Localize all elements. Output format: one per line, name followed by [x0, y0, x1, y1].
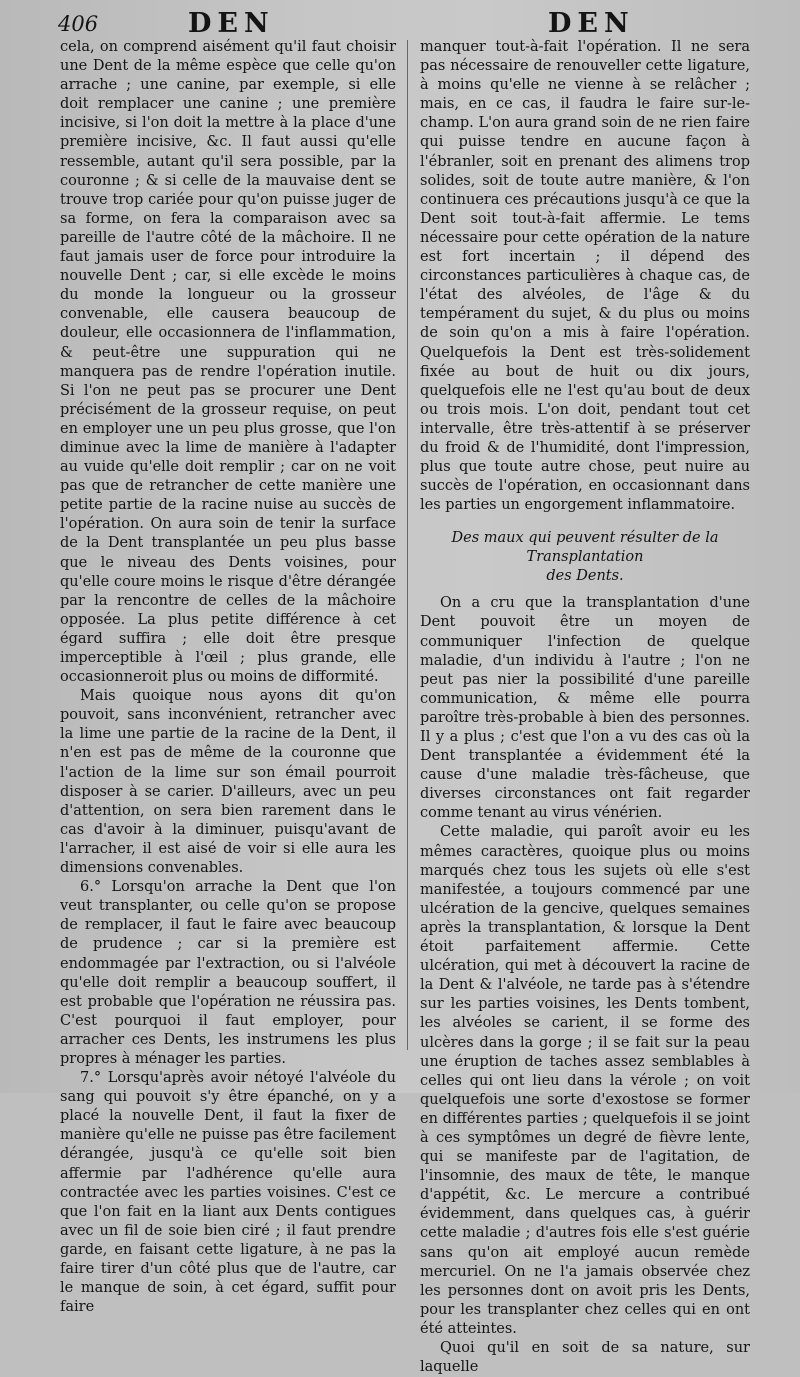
- section-title-line: des Dents.: [546, 568, 624, 585]
- paragraph: 7.° Lorsqu'après avoir nétoyé l'alvéole du sang qui pouvoit s'y être épanché, on y a placé la nouvelle Dent, il faut la fixer de manière qu'elle ne puisse pas être facilement dérangée, jusqu'à ce qu'elle soit bien affermie par l'adhérence qu'elle aura contractée avec les parties voisines. C'est ce que l'on fait en la liant aux Dents contigues avec un fil de soie bien ciré ; il faut prendre garde, en faisant cette ligature, à ne pas la faire tirer d'un côté plus que de l'autre, car le manque de soin, à cet égard, suffit pour faire: [60, 1070, 396, 1316]
- left-column: [60, 38, 396, 1317]
- paragraph: Mais quoique nous ayons dit qu'on pouvoit, sans inconvénient, retrancher avec la lime une partie de la racine de la Dent, il n'en est pas de même de la couronne que l'action de la lime sur son émail pourroit disposer à se carier. D'ailleurs, avec un peu d'attention, on sera bien rarement dans le cas d'avoir à la diminuer, puisqu'avant de l'arracher, il est aisé de voir si elle aura les dimensions convenables.: [60, 688, 396, 877]
- paragraph: manquer tout-à-fait l'opération. Il ne sera pas nécessaire de renouveller cette ligature, à moins qu'elle ne vienne à se relâcher ; mais, en ce cas, il faudra le faire sur-le-champ. L'on aura grand soin de ne rien faire qui puisse tendre en aucune façon à l'ébranler, soit en prenant des alimens trop solides, soit de toute autre manière, & l'on continuera ces précautions jusqu'à ce que la Dent soit tout-à-fait affermie. Le tems nécessaire pour cette opération de la nature est fort incertain ; il dépend des circonstances particulières à chaque cas, de l'état des alvéoles, de l'âge & du tempérament du sujet, & du plus ou moins de soin qu'on a mis à faire l'opération. Quelquefois la Dent est très-solidement fixée au bout de huit ou dix jours, quelquefois elle ne l'est qu'au bout de deux ou trois mois. L'on doit, pendant tout cet intervalle, être très-attentif à se préserver du froid & de l'humidité, dont l'impression, plus que toute autre chose, peut nuire au succès de l'opération, en occasionnant dans les parties un engorgement inflammatoire.: [420, 39, 750, 514]
- right-column: [420, 38, 750, 1377]
- paragraph: Cette maladie, qui paroît avoir eu les mêmes caractères, quoique plus ou moins marqués chez tous les sujets où elle s'est manifestée, a toujours commencé par une ulcération de la gencive, quelques semaines après la transplantation, & lorsque la Dent étoit parfaitement affermie. Cette ulcération, qui met à découvert la racine de la Dent & l'alvéole, ne tarde pas à s'étendre sur les parties voisines, les Dents tombent, les alvéoles se carient, il se forme des ulcères dans la gorge ; il se fait sur la peau une éruption de taches assez semblables à celles qui ont lieu dans la vérole ; on voit quelquefois une sorte d'exostose se former en différentes parties ; quelquefois il se joint à ces symptômes un degré de fièvre lente, qui se manifeste par de l'agitation, de l'insomnie, des maux de tête, le manque d'appétit, &c. Le mercure a contribué évidemment, dans quelques cas, à guérir cette maladie ; d'autres fois elle s'est guérie sans qu'on ait employé aucun remède mercuriel. On ne l'a jamais observée chez les personnes dont on avoit pris les Dents, pour les transplanter chez celles qui en ont été atteintes.: [420, 824, 750, 1337]
- paragraph: 6.° Lorsqu'on arrache la Dent que l'on veut transplanter, ou celle qu'on se propose de remplacer, il faut le faire avec beaucoup de prudence ; car si la première est endommagée par l'extraction, ou si l'alvéole qu'elle doit remplir a beaucoup souffert, il est probable que l'opération ne réussira pas. C'est pourquoi il faut employer, pour arracher ces Dents, les instrumens les plus propres à ménager les parties.: [60, 879, 396, 1067]
- section-title-line: Des maux qui peuvent résulter de la Transplantation: [451, 530, 719, 566]
- column-divider: [407, 40, 408, 1050]
- page-header: [0, 8, 800, 42]
- running-head-left: DEN: [188, 8, 275, 39]
- running-head-right: DEN: [548, 8, 635, 39]
- page-number: 406: [58, 12, 99, 36]
- paragraph: cela, on comprend aisément qu'il faut choisir une Dent de la même espèce que celle qu'on arrache ; une canine, par exemple, si elle doit remplacer une canine ; une première incisive, si l'on doit la mettre à la place d'une première incisive, &c. Il faut aussi qu'elle ressemble, autant qu'il sera possible, par la couronne ; & si celle de la mauvaise dent se trouve trop cariée pour qu'on puisse juger de sa forme, on fera la comparaison avec sa pareille de l'autre côté de la mâchoire. Il ne faut jamais user de force pour introduire la nouvelle Dent ; car, si elle excède le moins du monde la longueur ou la grosseur convenable, elle causera beaucoup de douleur, elle occasionnera de l'inflammation, & peut-être une suppuration qui ne manquera pas de rendre l'opération inutile. Si l'on ne peut pas se procurer une Dent précisément de la grosseur requise, on peut en employer une un peu plus grosse, que l'on diminue avec la lime de manière à l'adapter au vuide qu'elle doit remplir ; car on ne voit pas que de retrancher de cette manière une petite partie de la racine nuise au succès de l'opération. On aura soin de tenir la surface de la Dent transplantée un peu plus basse que le niveau des Dents voisines, pour qu'elle coure moins le risque d'être dérangée par la rencontre de celles de la mâchoire opposée. La plus petite différence à cet égard suffira ; elle doit être presque imperceptible à l'œil ; plus grande, elle occasionneroit plus ou moins de difformité.: [60, 39, 396, 686]
- paragraph: Quoi qu'il en soit de sa nature, sur laquelle: [420, 1340, 750, 1376]
- paragraph: On a cru que la transplantation d'une Dent pouvoit être un moyen de communiquer l'infection de quelque maladie, d'un individu à l'autre ; l'on ne peut pas nier la possibilité d'une pareille communication, & même elle pourra paroître très-probable à bien des personnes. Il y a plus ; c'est que l'on a vu des cas où la Dent transplantée a évidemment été la cause d'une maladie très-fâcheuse, que diverses circonstances ont fait regarder comme tenant au virus vénérien.: [420, 595, 750, 822]
- section-title: [420, 529, 750, 586]
